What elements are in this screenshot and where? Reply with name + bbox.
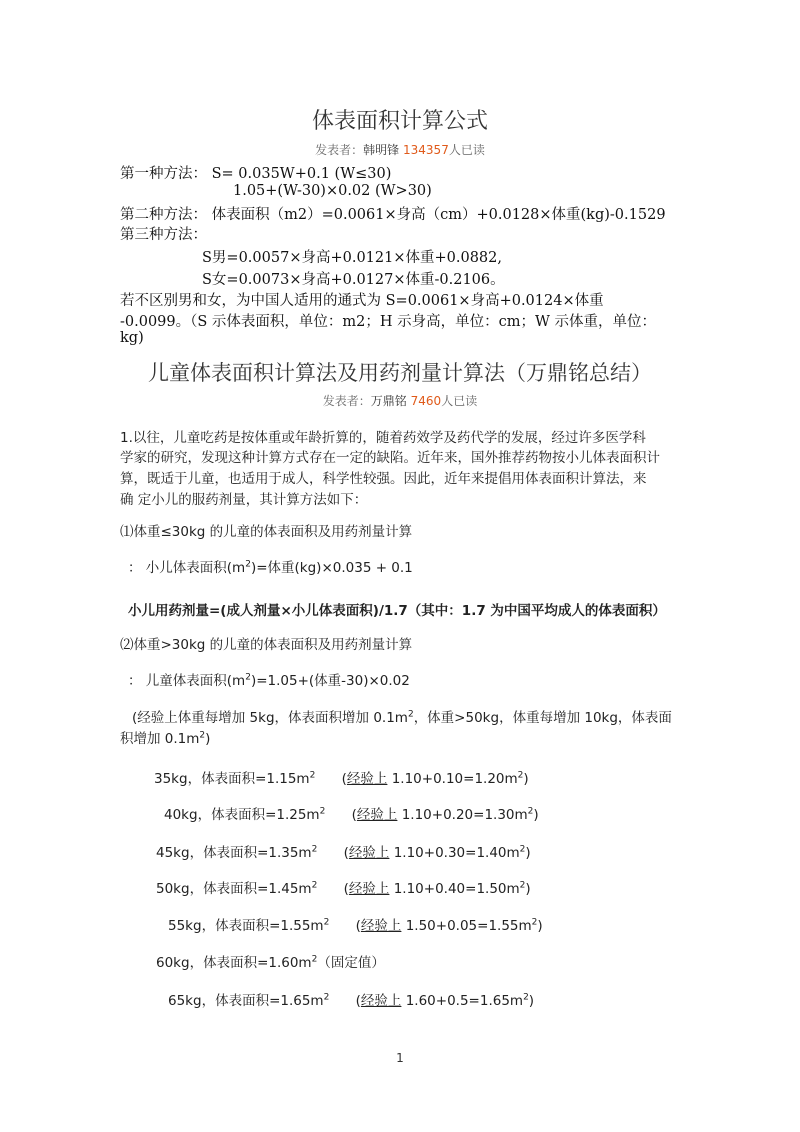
intro-line: 1.以往，儿童吃药是按体重或年龄折算的，随着药效学及药代学的发展，经过许多医学科 xyxy=(120,430,646,446)
read-count: 7460 xyxy=(410,394,442,408)
method1-line2: 1.05+(W-30)×0.02 (W>30) xyxy=(233,183,432,199)
read-suffix: 人已读 xyxy=(441,394,478,408)
superscript: 2 xyxy=(245,672,251,683)
intro-line: 确 定小儿的服药剂量，其计算方法如下： xyxy=(120,492,368,508)
publisher-label: 发表者： xyxy=(315,143,364,157)
superscript: 2 xyxy=(245,559,251,570)
table-row: 50kg，体表面积$=1.45m^2$ (经验上 $1.10+0.40=1.50m^2$) xyxy=(156,880,531,897)
formula-under-30: ： 小儿体表面积$(m^2)=$体重(kg)×0.035 + 0.1 xyxy=(128,559,413,576)
method3-female: S女=0.0073×身高+0.0127×体重-0.2106。 xyxy=(202,272,505,288)
author-link[interactable]: 韩明锋 xyxy=(363,143,400,157)
intro-line: 学家的研究，发现这种计算方式存在一定的缺陷。近年来，国外推荐药物按小儿体表面积计 xyxy=(120,450,660,466)
article1-meta xyxy=(0,141,800,158)
author-link[interactable]: 万鼎铭 xyxy=(370,394,407,408)
table-row: 40kg，体表面积$=1.25m^2$ (经验上 $1.10+0.20=1.30m^2$) xyxy=(164,806,539,823)
read-suffix: 人已读 xyxy=(448,143,485,157)
dose-formula: 小儿用药剂量=(成人剂量×小儿体表面积)/1.7（其中：1.7 为中国平均成人的体表面积） xyxy=(128,603,666,619)
heading-under-30: ⑴体重≤30kg 的儿童的体表面积及用药剂量计算 xyxy=(120,524,413,540)
formula-over-30: ： 儿童体表面积$(m^2)=1.05+$(体重-30)×0.02 xyxy=(128,672,410,689)
table-row: 55kg，体表面积$=1.55m^2$ (经验上 $1.50+0.05=1.55m^2$) xyxy=(168,917,543,934)
article1-title: 体表面积计算公式 xyxy=(311,109,488,134)
general-formula-2: -0.0099。（S 示体表面积，单位：m2；H 示身高，单位：cm；W 示体重，单位： xyxy=(120,314,657,330)
general-formula: 若不区别男和女，为中国人适用的通式为 S=0.0061×身高+0.0124×体重 xyxy=(120,293,604,309)
article2-title: 儿童体表面积计算法及用药剂量计算法（万鼎铭总结） xyxy=(148,361,652,385)
method3-male: S男=0.0057×身高+0.0121×体重+0.0882, xyxy=(202,250,502,266)
page-number: 1 xyxy=(396,1051,404,1065)
read-count: 134357 xyxy=(403,143,449,157)
heading-over-30: ⑵体重>30kg 的儿童的体表面积及用药剂量计算 xyxy=(120,637,413,653)
table-row: 35kg，体表面积$=1.15m^2$ (经验上 $1.10+0.10=1.20m^2$) xyxy=(154,770,529,787)
table-row: 65kg，体表面积$=1.65m^2$ (经验上 $1.60+0.5=1.65m^2$) xyxy=(168,992,535,1009)
note-line-1: (经验上体重每增加 5kg，体表面积增加 $0.1m^2$，体重>50kg，体重每增加 10kg，体表面 xyxy=(132,709,672,726)
method1-line: 第一种方法： S= 0.035W+0.1 (W≤30) xyxy=(120,166,392,182)
intro-line: 算，既适于儿童，也适用于成人，科学性较强。因此，近年来提倡用体表面积计算法，来 xyxy=(120,471,647,487)
table-row: 45kg，体表面积$=1.35m^2$ (经验上 $1.10+0.30=1.40m^2$) xyxy=(156,844,531,861)
publisher-label: 发表者： xyxy=(322,394,371,408)
general-formula-3: kg) xyxy=(120,330,144,346)
note-line-2: 积增加 $0.1m^2$) xyxy=(120,730,211,747)
article2-meta xyxy=(0,392,800,409)
table-row: 60kg，体表面积$=1.60m^2$（固定值） xyxy=(156,954,385,971)
method2-line: 第二种方法： 体表面积（m2）=0.0061×身高（cm）+0.0128×体重(kg)-0.1529 xyxy=(120,207,666,223)
method3-line: 第三种方法： xyxy=(120,227,207,243)
